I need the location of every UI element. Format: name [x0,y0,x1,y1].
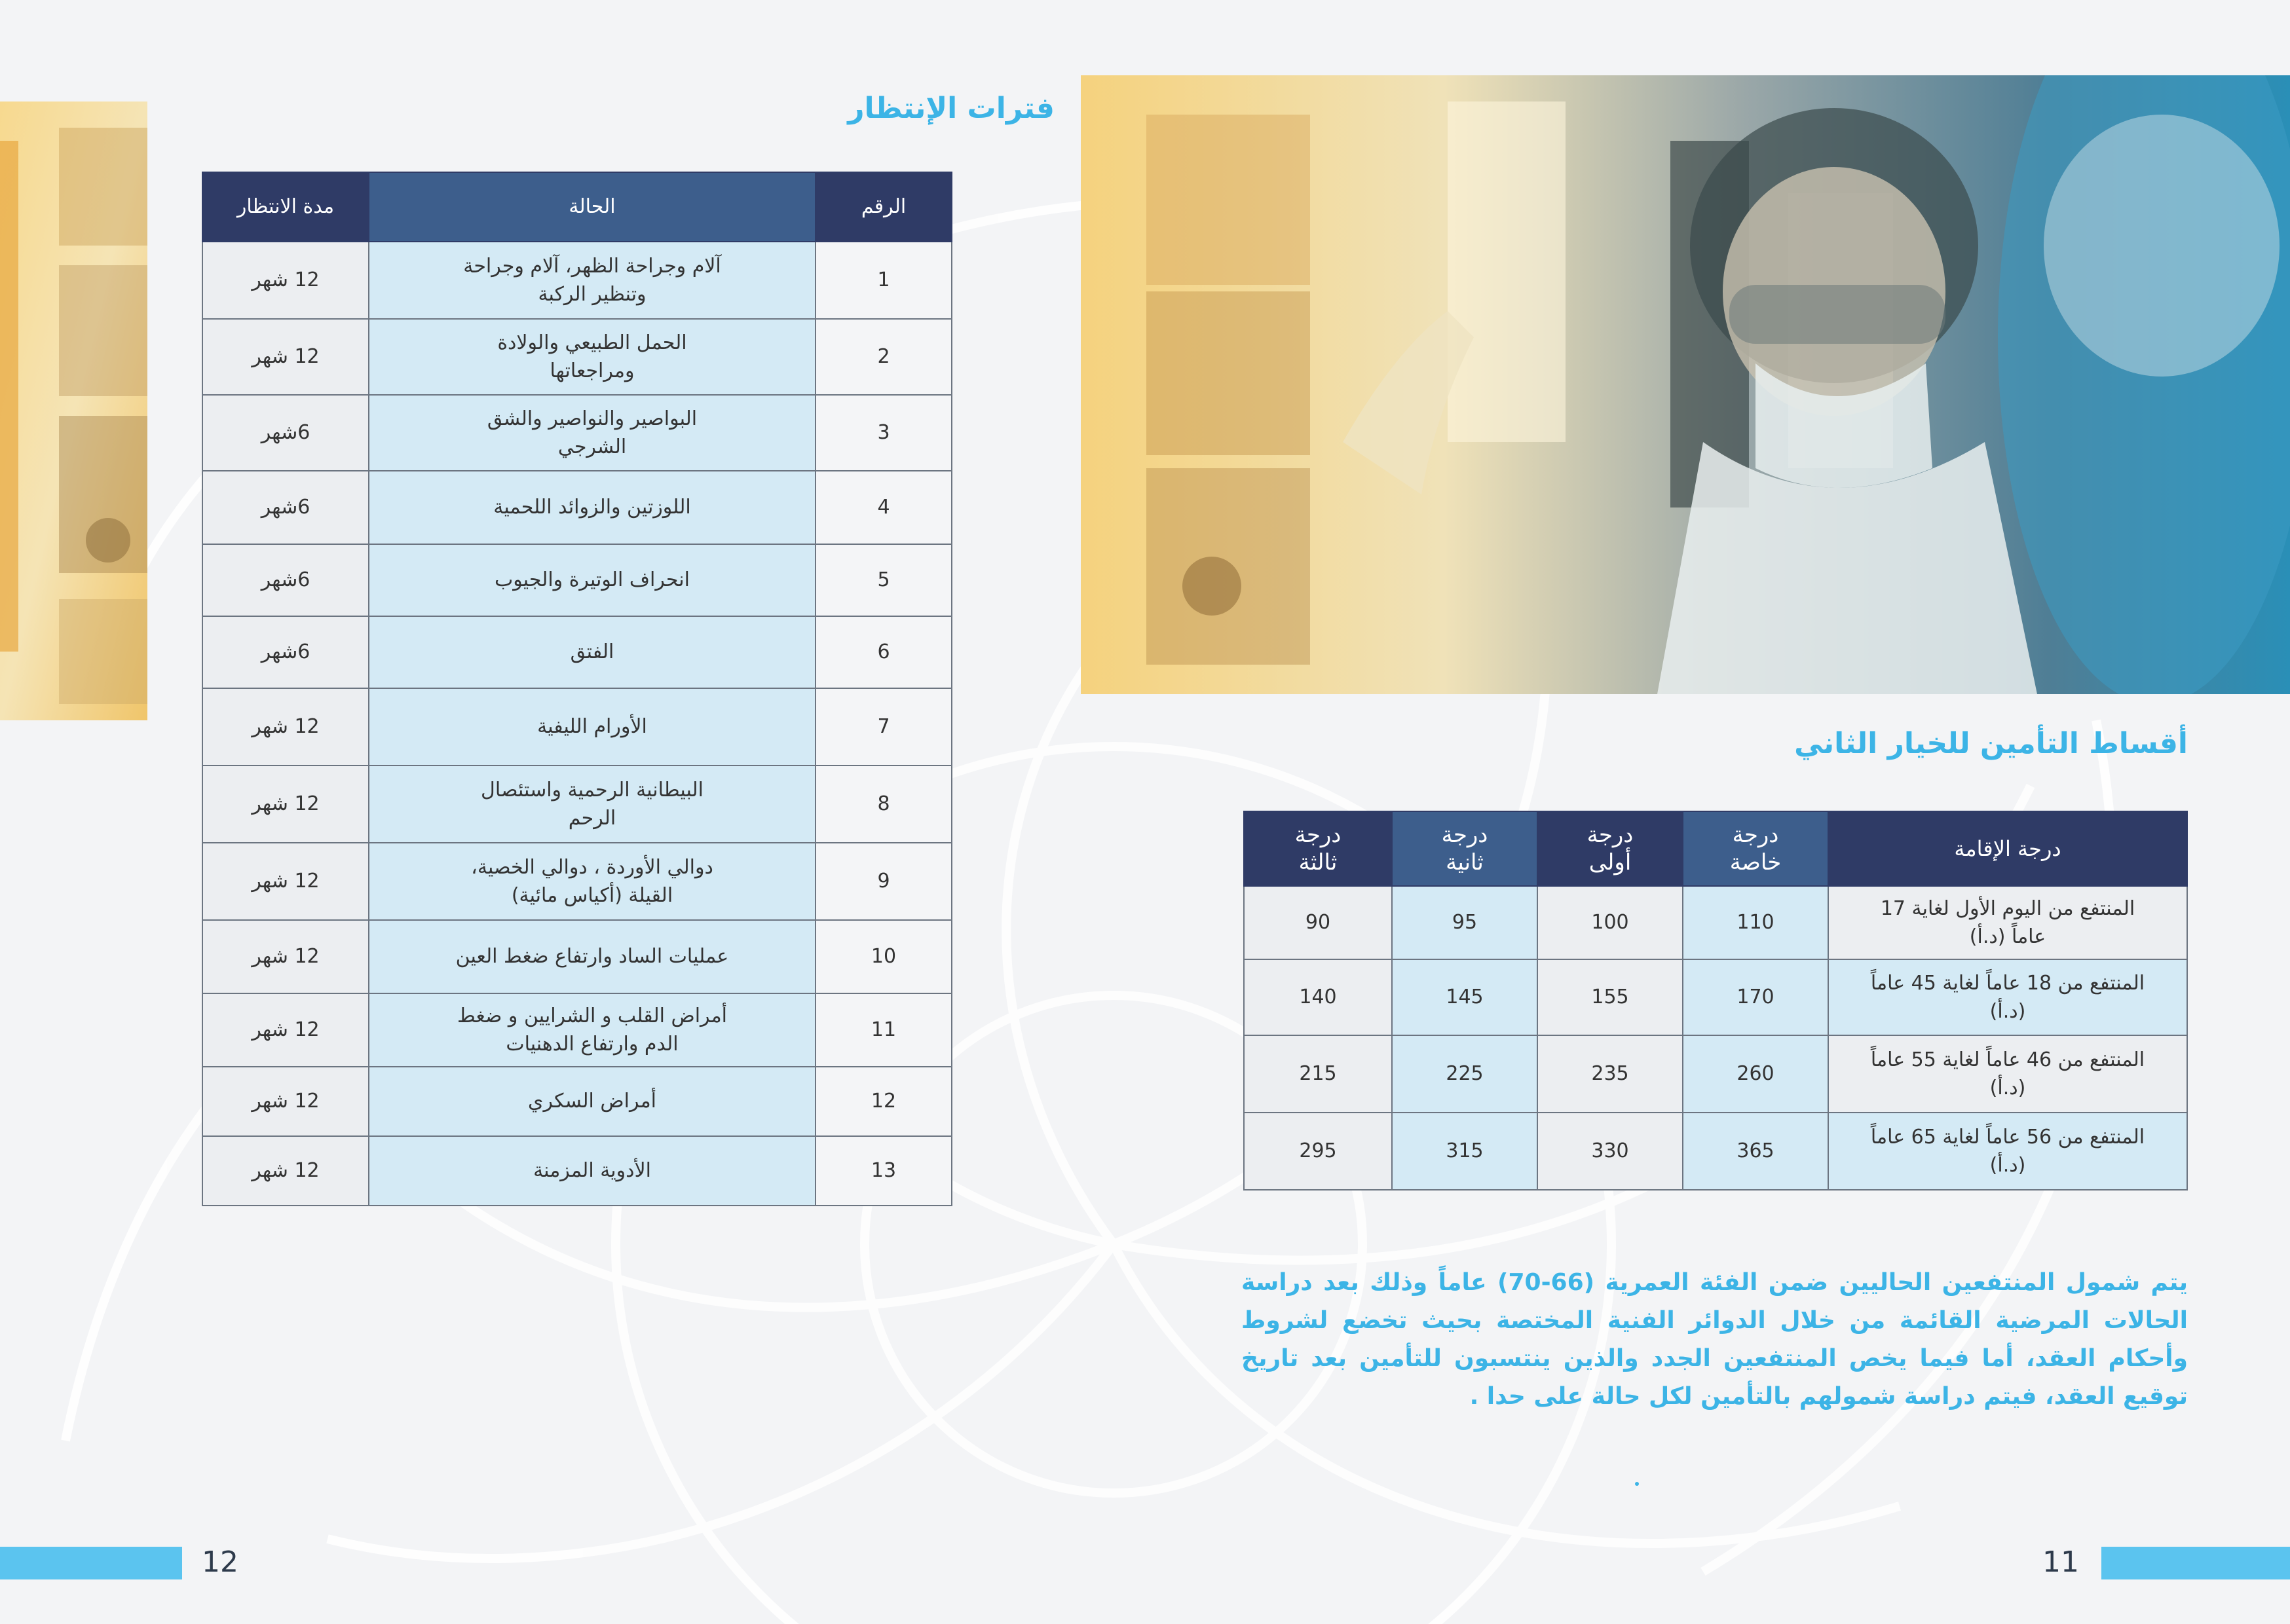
waiting-periods-body [202,242,952,1206]
waiting-periods-table [202,172,952,1206]
row-condition: عمليات الساد وارتفاع ضغط العين [369,920,816,993]
table-row [202,544,952,616]
header-second-class: درجة ثانية [1392,811,1537,886]
header-first-class: درجة أولى [1537,811,1683,886]
table-row [202,688,952,766]
premiums-table [1243,811,2188,1190]
table-row [202,471,952,544]
row-number: 13 [816,1136,952,1206]
page-number-right: 11 [2042,1545,2079,1579]
row-premium-value: 235 [1537,1035,1683,1113]
header-condition: الحالة [369,172,816,242]
row-number: 3 [816,395,952,471]
row-waiting-period: 12 شهر [202,688,369,766]
row-number: 12 [816,1067,952,1136]
row-number: 5 [816,544,952,616]
row-condition: دوالي الأوردة ، دوالي الخصية، القيلة (أكياس مائية) [369,843,816,920]
page-bar-left [0,1547,182,1579]
row-age-band: المنتفع من 56 عاماً لغاية 65 عاماً (د.أ) [1828,1113,2187,1190]
row-condition: انحراف الوتيرة والجيوب [369,544,816,616]
row-age-band: المنتفع من 46 عاماً لغاية 55 عاماً (د.أ) [1828,1035,2187,1113]
row-waiting-period: 12 شهر [202,1136,369,1206]
row-premium-value: 90 [1244,886,1392,959]
row-condition: الأورام الليفية [369,688,816,766]
row-age-band: المنتفع من اليوم الأول لغاية 17 عاماً (د.أ) [1828,886,2187,959]
table-row [202,1067,952,1136]
row-number: 9 [816,843,952,920]
row-premium-value: 110 [1683,886,1828,959]
row-number: 8 [816,766,952,843]
table-row [1244,1035,2187,1113]
table-row [202,242,952,319]
row-waiting-period: 12 شهر [202,993,369,1067]
row-condition: اللوزتين والزوائد اللحمية [369,471,816,544]
row-condition: أمراض القلب و الشرايين و ضغط الدم وارتفاع الدهنيات [369,993,816,1067]
table-row [202,1136,952,1206]
row-premium-value: 140 [1244,959,1392,1035]
row-premium-value: 315 [1392,1113,1537,1190]
header-number: الرقم [816,172,952,242]
row-condition: الفتق [369,616,816,688]
row-number: 10 [816,920,952,993]
premiums-body [1244,886,2187,1190]
header-special-class: درجة خاصة [1683,811,1828,886]
decorative-dot [1635,1482,1639,1486]
table-row [1244,886,2187,959]
row-condition: أمراض السكري [369,1067,816,1136]
table-row [202,843,952,920]
row-premium-value: 170 [1683,959,1828,1035]
table-row [202,395,952,471]
row-waiting-period: 6شهر [202,544,369,616]
row-condition: الأدوية المزمنة [369,1136,816,1206]
row-age-band: المنتفع من 18 عاماً لغاية 45 عاماً (د.أ) [1828,959,2187,1035]
row-premium-value: 365 [1683,1113,1828,1190]
row-waiting-period: 12 شهر [202,1067,369,1136]
page-number-left: 12 [202,1545,238,1579]
row-number: 4 [816,471,952,544]
table-row [202,616,952,688]
table-row [202,920,952,993]
row-premium-value: 145 [1392,959,1537,1035]
row-waiting-period: 6شهر [202,395,369,471]
header-residence-class: درجة الإقامة [1828,811,2187,886]
premiums-heading: أقساط التأمين للخيار الثاني [1794,727,2188,760]
row-condition: الحمل الطبيعي والولادة ومراجعاتها [369,319,816,395]
row-premium-value: 215 [1244,1035,1392,1113]
row-waiting-period: 12 شهر [202,319,369,395]
page-bar-right [2101,1547,2290,1579]
table-row [202,766,952,843]
row-number: 6 [816,616,952,688]
row-premium-value: 155 [1537,959,1683,1035]
table-row [1244,959,2187,1035]
row-number: 2 [816,319,952,395]
doctor-xray-photo [1081,75,2290,694]
row-waiting-period: 6شهر [202,471,369,544]
row-condition: البيطانية الرحمية واستئصال الرحم [369,766,816,843]
waiting-periods-heading: فترات الإنتظار [848,92,1055,125]
premiums-header-row [1244,811,2187,886]
table-row [202,319,952,395]
row-premium-value: 330 [1537,1113,1683,1190]
row-premium-value: 295 [1244,1113,1392,1190]
row-number: 1 [816,242,952,319]
row-waiting-period: 12 شهر [202,920,369,993]
table-row [202,993,952,1067]
row-premium-value: 225 [1392,1035,1537,1113]
row-waiting-period: 12 شهر [202,843,369,920]
row-number: 7 [816,688,952,766]
row-premium-value: 95 [1392,886,1537,959]
header-waiting-period: مدة الانتظار [202,172,369,242]
row-premium-value: 260 [1683,1035,1828,1113]
row-condition: آلام وجراحة الظهر، آلام وجراحة وتنظير الركبة [369,242,816,319]
row-premium-value: 100 [1537,886,1683,959]
row-waiting-period: 12 شهر [202,242,369,319]
row-number: 11 [816,993,952,1067]
header-third-class: درجة ثالثة [1244,811,1392,886]
row-waiting-period: 12 شهر [202,766,369,843]
left-xray-photo [0,101,147,720]
row-waiting-period: 6شهر [202,616,369,688]
eligibility-paragraph: يتم شمول المنتفعين الحاليين ضمن الفئة العمرية (66-70) عاماً وذلك بعد دراسة الحالات المرضية القائمة من خلال الدوائر الفنية المختصة بحيث تخضع لشروط وأحكام العقد، أما فيما يخص المنتفعين الجدد والذين ينتسبون للتأمين بعد تاريخ توقيع العقد، فيتم دراسة شمولهم بالتأمين لكل حالة على حدا . [1241,1269,2188,1410]
table-row [1244,1113,2187,1190]
row-condition: البواصير والنواصير والشق الشرجي [369,395,816,471]
